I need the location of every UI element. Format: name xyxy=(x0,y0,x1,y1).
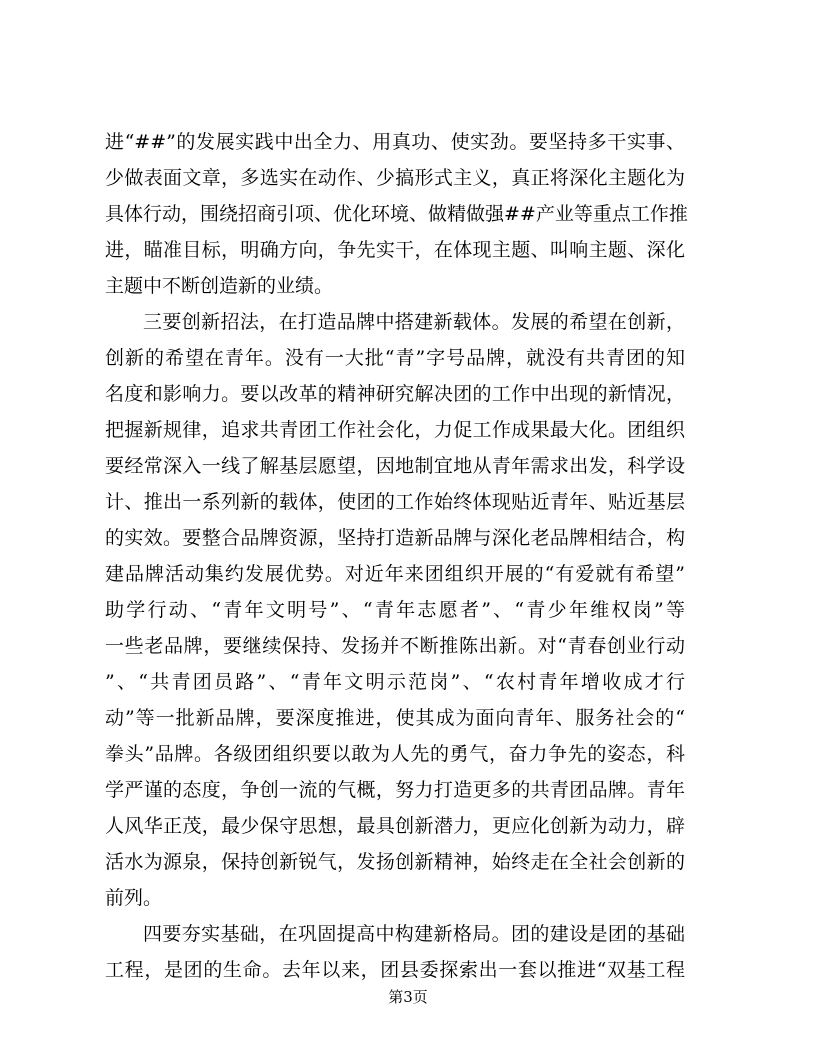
text-line: 把握新规律，追求共青团工作社会化，力促工作成果最大化。团组织 xyxy=(105,419,685,441)
text-line: 一些老品牌，要继续保持、发扬并不断推陈出新。对“青春创业行动 xyxy=(105,635,685,657)
text-line: 进“##”的发展实践中出全力、用真功、使实劲。要坚持多干实事、 xyxy=(105,131,685,153)
text-line: 三要创新招法，在打造品牌中搭建新载体。发展的希望在创新， xyxy=(143,311,685,333)
document-body xyxy=(105,124,688,988)
text-line: 助学行动、“青年文明号”、“青年志愿者”、“青少年维权岗”等 xyxy=(105,599,685,621)
text-line: 人风华正茂，最少保守思想，最具创新潜力，更应化创新为动力，辟 xyxy=(105,815,685,837)
text-line: 建品牌活动集约发展优势。对近年来团组织开展的“有爱就有希望” xyxy=(105,563,685,585)
text-line: 活水为源泉，保持创新锐气，发扬创新精神，始终走在全社会创新的 xyxy=(105,851,685,873)
text-line: 拳头”品牌。各级团组织要以敢为人先的勇气，奋力争先的姿态，科 xyxy=(105,743,685,765)
text-line: 进，瞄准目标，明确方向，争先实干，在体现主题、叫响主题、深化 xyxy=(105,239,685,261)
paragraph xyxy=(105,124,688,304)
text-line: 学严谨的态度，争创一流的气概，努力打造更多的共青团品牌。青年 xyxy=(105,779,685,801)
text-line: 少做表面文章，多选实在动作、少搞形式主义，真正将深化主题化为 xyxy=(105,167,685,189)
text-line: 动”等一批新品牌，要深度推进，使其成为面向青年、服务社会的“ xyxy=(105,707,685,729)
paragraph xyxy=(105,916,685,988)
text-line: ”、“共青团员路”、“青年文明示范岗”、“农村青年增收成才行 xyxy=(105,671,685,693)
text-line: 四要夯实基础，在巩固提高中构建新格局。团的建设是团的基础 xyxy=(143,923,685,945)
text-line: 的实效。要整合品牌资源，坚持打造新品牌与深化老品牌相结合，构 xyxy=(105,527,685,549)
page-number: 第3页 xyxy=(388,988,428,1006)
text-line: 具体行动，围绕招商引项、优化环境、做精做强##产业等重点工作推 xyxy=(105,203,688,225)
text-line: 计、推出一系列新的载体，使团的工作始终体现贴近青年、贴近基层 xyxy=(105,491,685,513)
text-line: 前列。 xyxy=(105,887,163,909)
text-line: 主题中不断创造新的业绩。 xyxy=(105,275,334,297)
text-line: 名度和影响力。要以改革的精神研究解决团的工作中出现的新情况， xyxy=(105,383,685,405)
paragraph xyxy=(105,304,685,916)
text-line: 创新的希望在青年。没有一大批“青”字号品牌，就没有共青团的知 xyxy=(105,347,685,369)
text-line: 工程，是团的生命。去年以来，团县委探索出一套以推进“双基工程 xyxy=(105,959,685,981)
text-line: 要经常深入一线了解基层愿望，因地制宜地从青年需求出发，科学设 xyxy=(105,455,685,477)
